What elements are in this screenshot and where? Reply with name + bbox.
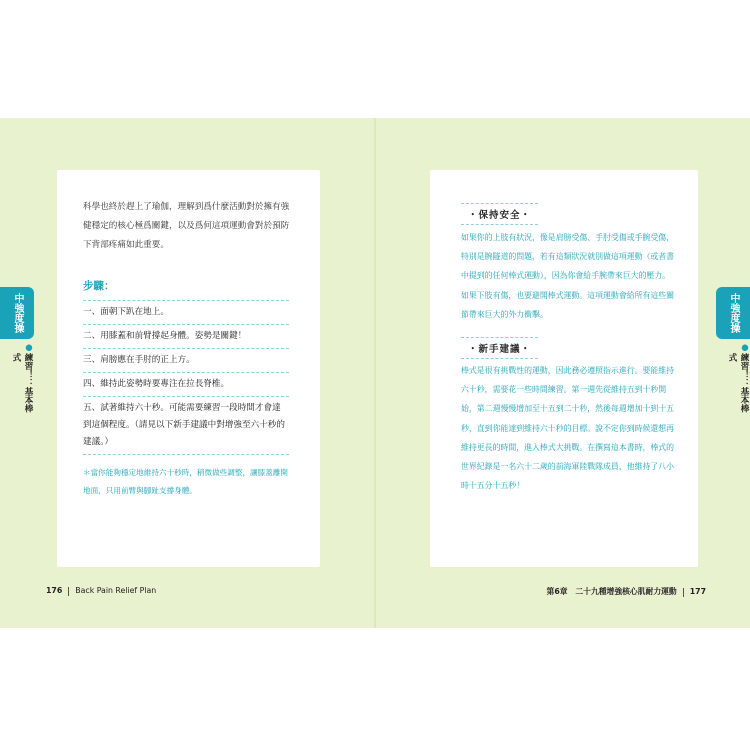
intro-paragraph: 科學也終於趕上了瑜伽，理解到爲什麼活動對於擁有強健穩定的核心極爲關鍵，以及爲何這項運動會對於預防下背部疼痛如此重要。 — [83, 202, 290, 250]
running-title: Back Pain Relief Plan — [75, 586, 157, 595]
side-tab-category: 中強度操 — [0, 287, 34, 339]
side-tab-subtitle — [0, 343, 34, 419]
bullet-icon: ● — [24, 343, 34, 353]
side-tab-right — [716, 287, 750, 419]
bullet-icon: ● — [740, 343, 750, 353]
safety-heading: ・保持安全・ — [461, 203, 538, 225]
step-text: 四、維持此姿勢時要專注在拉長脊椎。 — [83, 379, 230, 389]
step-text: 一、面朝下趴在地上。 — [83, 307, 169, 317]
step-item — [83, 300, 289, 324]
step-item — [83, 324, 289, 348]
running-title: 第6章 二十九種增強核心肌耐力運動 — [546, 587, 677, 596]
footer-divider — [683, 588, 684, 597]
right-footer — [547, 586, 706, 597]
side-tab-left — [0, 287, 34, 419]
plank-note: ＊當你能夠穩定地維持六十秒時，稍微做些調整，讓膝蓋離開地面，只用前臂與腳趾支撐身體。 — [83, 468, 289, 495]
safety-text: 如果你的上肢有狀況，像是肩膀受傷、手肘受傷或手腕受傷，特別是腕隧道的問題，若有這類狀況就別做這項運動（或者書中提到的任何棒式運動），因為你會給手腕帶來巨大的壓力。如果下肢有傷，也要避開棒式運動。這項運動會給所有這些關節帶來巨大的外力衝擊。 — [461, 233, 675, 319]
beginner-text: 棒式是很有挑戰性的運動，因此務必遵照指示進行。要能維持六十秒，需要花一些時間練習。第一週先從維持五到十秒開始，第二週慢慢增加至十五到二十秒，然後每週增加十到十五秒，直到你能達到維持六十秒的目標。說不定你到時候還想再維持更長的時間，進入棒式大挑戰。在撰寫這本書時，棒式的世界紀錄是一名六十二歲的前海軍陸戰隊成員，他維持了八小時十五分十五秒！ — [461, 366, 675, 491]
step-text: 五、試著維持六十秒。可能需要練習一段時間才會達到這個程度。（請見以下新手建議中對增強至六十秒的建議。） — [83, 403, 285, 447]
side-tab-category: 中強度操 — [716, 287, 750, 339]
page-number: 177 — [689, 587, 706, 596]
footer-divider — [68, 587, 69, 596]
side-tab-subtitle-text: 練習！：基本棒式 — [727, 353, 749, 413]
page-number: 176 — [46, 586, 63, 595]
beginner-heading: ・新手建議・ — [461, 337, 538, 359]
left-footer — [46, 586, 156, 596]
step-item — [83, 396, 289, 455]
step-text: 二、用膝蓋和前臂撐起身體。姿勢是關鍵！ — [83, 331, 247, 341]
step-text: 三、肩膀應在手肘的正上方。 — [83, 355, 195, 365]
steps-heading: 步驟： — [83, 280, 115, 292]
step-item — [83, 372, 289, 396]
book-gutter — [374, 118, 376, 628]
side-tab-subtitle-text: 練習！：基本棒式 — [11, 353, 33, 413]
step-item — [83, 348, 289, 372]
steps-list — [83, 300, 289, 455]
side-tab-subtitle — [716, 343, 750, 419]
